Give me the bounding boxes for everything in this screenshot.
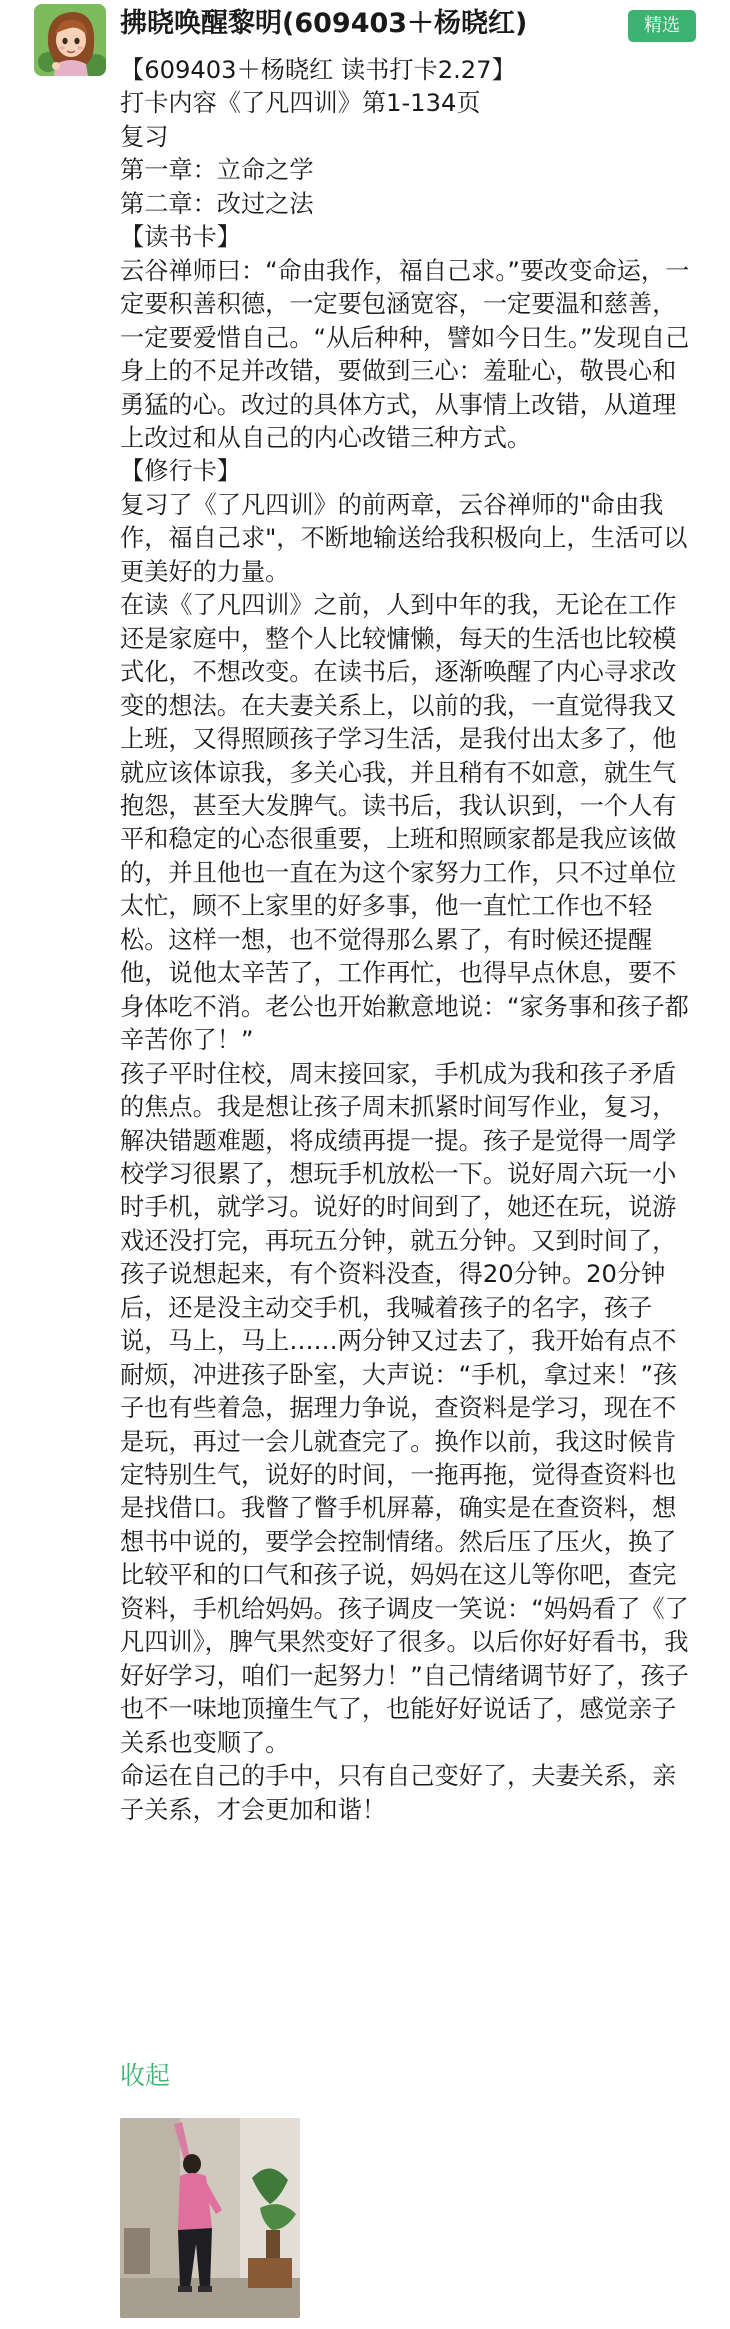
post-paragraph: 打卡内容《了凡四训》第1-134页 xyxy=(120,89,481,118)
post-paragraph: 在读《了凡四训》之前，人到中年的我，无论在工作还是家庭中，整个人比较慵懒，每天的生活也比较模式化，不想改变。在读书后，逐渐唤醒了内心寻求改变的想法。在夫妻关系上，以前的我，一直觉得我又上班，又得照顾孩子学习生活，是我付出太多了，他就应该体谅我，多关心我，并且稍有不如意，就生气抱怨，甚至大发脾气。读书后，我认识到，一个人有平和稳定的心态很重要，上班和照顾家都是我应该做的，并且他也一直在为这个家努力工作，只不过单位太忙，顾不上家里的好多事，他一直忙工作也不轻松。这样一想，也不觉得那么累了，有时候还提醒他，说他太辛苦了，工作再忙，也得早点休息，要不身体吃不消。老公也开始歉意地说：“家务事和孩子都辛苦你了！” xyxy=(120,591,689,1055)
post-paragraph: 复习了《了凡四训》的前两章，云谷禅师的"命由我作，福自己求"，不断地输送给我积极向上，生活可以更美好的力量。 xyxy=(120,490,688,586)
photo-woman-stretching-indoors-icon xyxy=(120,2118,300,2318)
post-paragraph: 【修行卡】 xyxy=(120,457,241,486)
cartoon-girl-avatar-icon xyxy=(34,4,106,76)
post-paragraph: 命运在自己的手中，只有自己变好了，夫妻关系，亲子关系，才会更加和谐！ xyxy=(120,1762,677,1824)
post-photo[interactable] xyxy=(120,2118,300,2318)
post-paragraph: 【读书卡】 xyxy=(120,223,241,252)
post-paragraph: 云谷禅师曰：“命由我作，福自己求。”要改变命运，一定要积善积德，一定要包涵宽容，一定要温和慈善，一定要爱惜自己。“从后种种，譬如今日生。”发现自己身上的不足并改错，要做到三心：羞耻心，敬畏心和勇猛的心。改过的具体方式，从事情上改错，从道理上改过和从自己的内心改错三种方式。 xyxy=(120,256,690,452)
post-paragraph: 【609403＋杨晓红 读书打卡2.27】 xyxy=(120,56,516,84)
featured-badge: 精选 xyxy=(628,10,696,42)
post-paragraph: 复习 xyxy=(120,122,169,151)
collapse-link[interactable]: 收起 xyxy=(120,2061,171,2090)
author-avatar[interactable] xyxy=(34,4,106,76)
post-paragraph: 第一章：立命之学 xyxy=(120,156,314,185)
post-content xyxy=(120,54,698,1827)
author-name[interactable]: 拂晓唤醒黎明(609403＋杨晓红) xyxy=(120,8,528,39)
post-paragraph: 孩子平时住校，周末接回家，手机成为我和孩子矛盾的焦点。我是想让孩子周末抓紧时间写作业，复习，解决错题难题，将成绩再提一提。孩子是觉得一周学校学习很累了，想玩手机放松一下。说好周六玩一小时手机，就学习。说好的时间到了，她还在玩，说游戏还没打完，再玩五分钟，就五分钟。又到时间了，孩子说想起来，有个资料没查，得20分钟。20分钟后，还是没主动交手机，我喊着孩子的名字，孩子说，马上，马上……两分钟又过去了，我开始有点不耐烦，冲进孩子卧室，大声说：“手机，拿过来！”孩子也有些着急，据理力争说，查资料是学习，现在不是玩，再过一会儿就查完了。换作以前，我这时候肯定特别生气，说好的时间，一拖再拖，觉得查资料也是找借口。我瞥了瞥手机屏幕，确实是在查资料，想想书中说的，要学会控制情绪。然后压了压火，换了比较平和的口气和孩子说，妈妈在这儿等你吧，查完资料，手机给妈妈。孩子调皮一笑说：“妈妈看了《了凡四训》，脾气果然变好了很多。以后你好好看书，我好好学习，咱们一起努力！”自己情绪调节好了，孩子也不一味地顶撞生气了，也能好好说话了，感觉亲子关系也变顺了。 xyxy=(120,1059,689,1757)
post-paragraph: 第二章：改过之法 xyxy=(120,189,314,218)
